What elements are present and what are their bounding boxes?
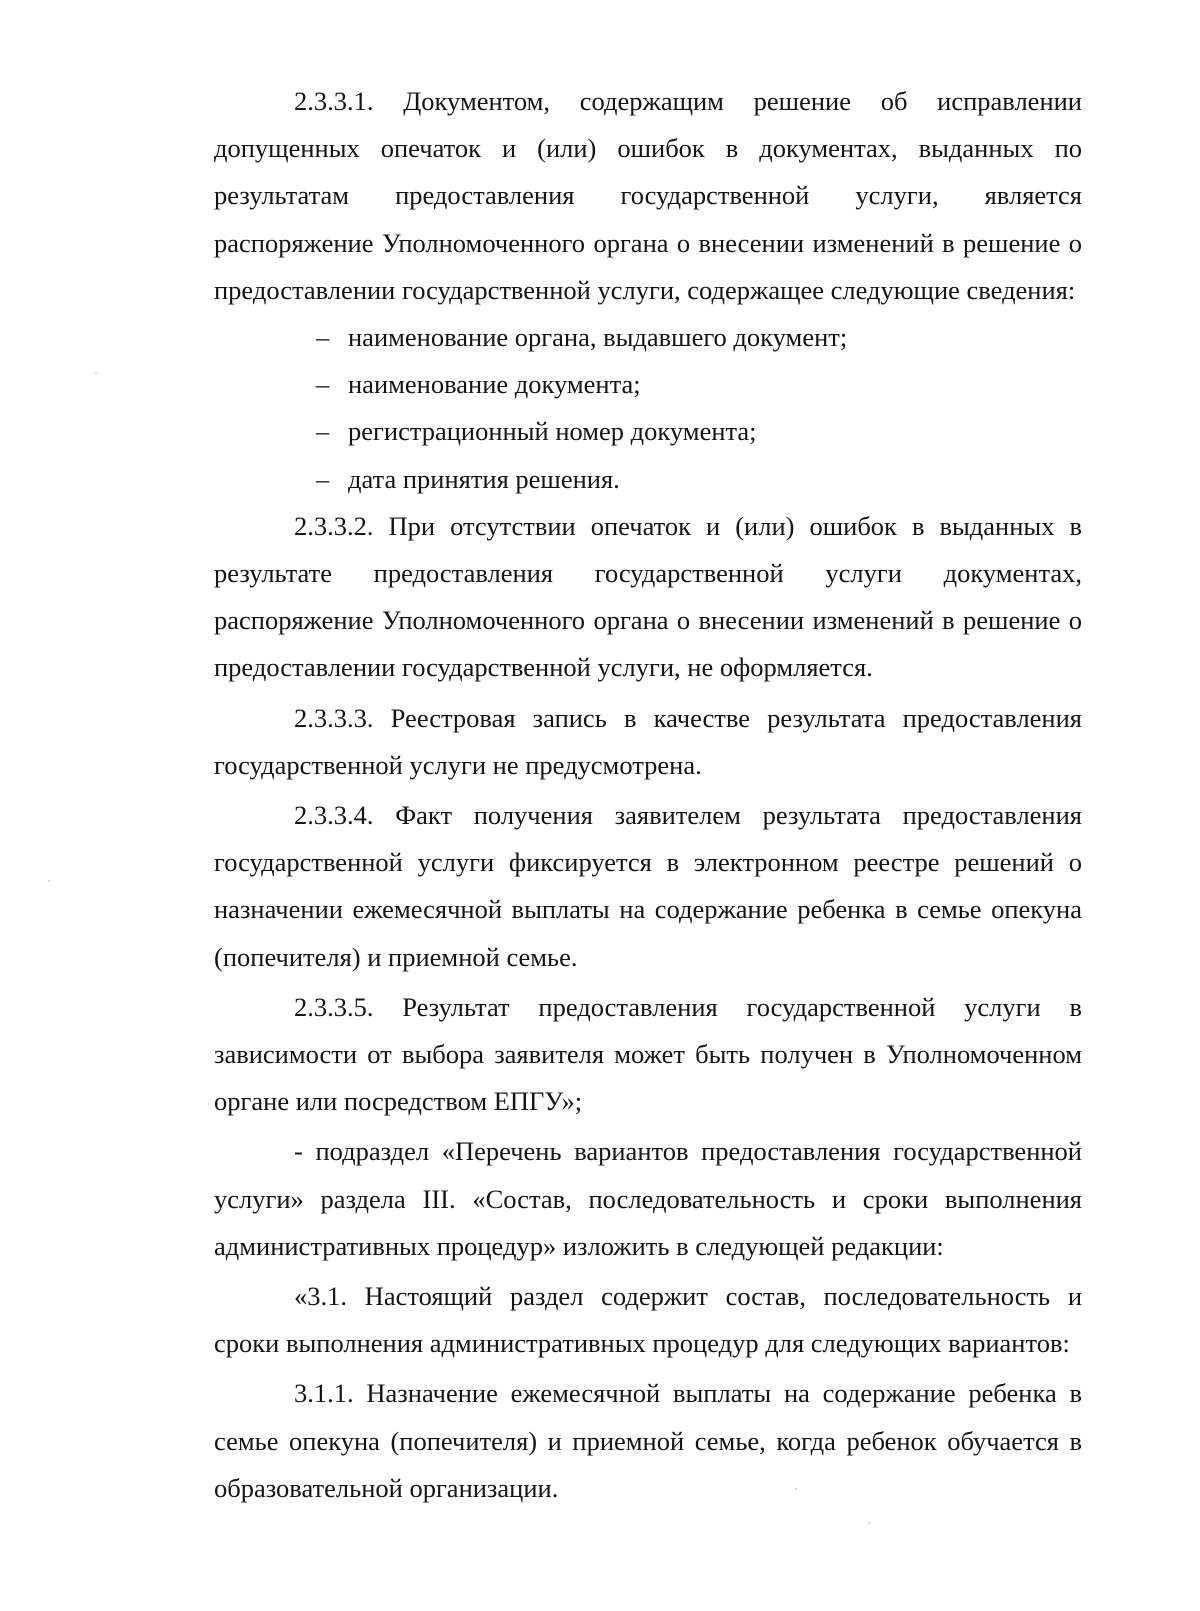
document-body	[214, 78, 1082, 1512]
paragraph-2-3-3-3: 2.3.3.3. Реестровая запись в качестве результата предоставления государственной услуги не предусмотрена.	[214, 702, 1082, 780]
dash-marker: –	[316, 416, 330, 447]
scan-speck	[868, 1522, 870, 1524]
dash-marker: –	[316, 463, 330, 494]
paragraph-3-1-1: 3.1.1. Назначение ежемесячной выплаты на содержание ребенка в семье опекуна (попечителя) и приемной семье, когда ребенок обучается в образовательной организации.	[214, 1378, 1082, 1503]
list-item	[214, 361, 1082, 408]
paragraph-2-3-3-1: 2.3.3.1. Документом, содержащим решение об исправлении допущенных опечаток и (или) ошибок в документах, выданных по результатам предоставления государственной услуги, является распоряжение Уполномоченного органа о внесении изменений в решение о предоставлении государственной услуги, содержащее следующие сведения:	[214, 86, 1082, 305]
paragraph-2-3-3-2: 2.3.3.2. При отсутствии опечаток и (или) ошибок в выданных в результате предоставления государственной услуги документах, распоряжение Уполномоченного органа о внесении изменений в решение о предоставлении государственной услуги, не оформляется.	[214, 510, 1082, 683]
list-item-text: наименование документа;	[348, 369, 641, 400]
paragraph-3-1: «3.1. Настоящий раздел содержит состав, последовательность и сроки выполнения административных процедур для следующих вариантов:	[214, 1281, 1082, 1359]
dash-marker: –	[316, 322, 330, 353]
list-item-text: регистрационный номер документа;	[348, 416, 757, 447]
dash-marker: –	[316, 369, 330, 400]
scan-speck	[795, 1488, 797, 1490]
required-info-list	[214, 314, 1082, 503]
list-item-text: дата принятия решения.	[348, 463, 620, 494]
paragraph-subsection-amendment: - подраздел «Перечень вариантов предоставления государственной услуги» раздела III. «Состав, последовательность и сроки выполнения административных процедур» изложить в следующей редакции:	[214, 1136, 1082, 1261]
list-item-text: наименование органа, выдавшего документ;	[348, 322, 848, 353]
paragraph-2-3-3-4: 2.3.3.4. Факт получения заявителем результата предоставления государственной услуги фиксируется в электронном реестре решений о назначении ежемесячной выплаты на содержание ребенка в семье опекуна (попечителя) и приемной семье.	[214, 800, 1082, 972]
list-item	[214, 408, 1082, 455]
scan-speck	[48, 880, 50, 882]
list-item	[214, 314, 1082, 361]
scan-speck	[95, 372, 97, 374]
list-item	[214, 456, 1082, 503]
paragraph-2-3-3-5: 2.3.3.5. Результат предоставления государственной услуги в зависимости от выбора заявителя может быть получен в Уполномоченном органе или посредством ЕПГУ»;	[214, 991, 1082, 1117]
